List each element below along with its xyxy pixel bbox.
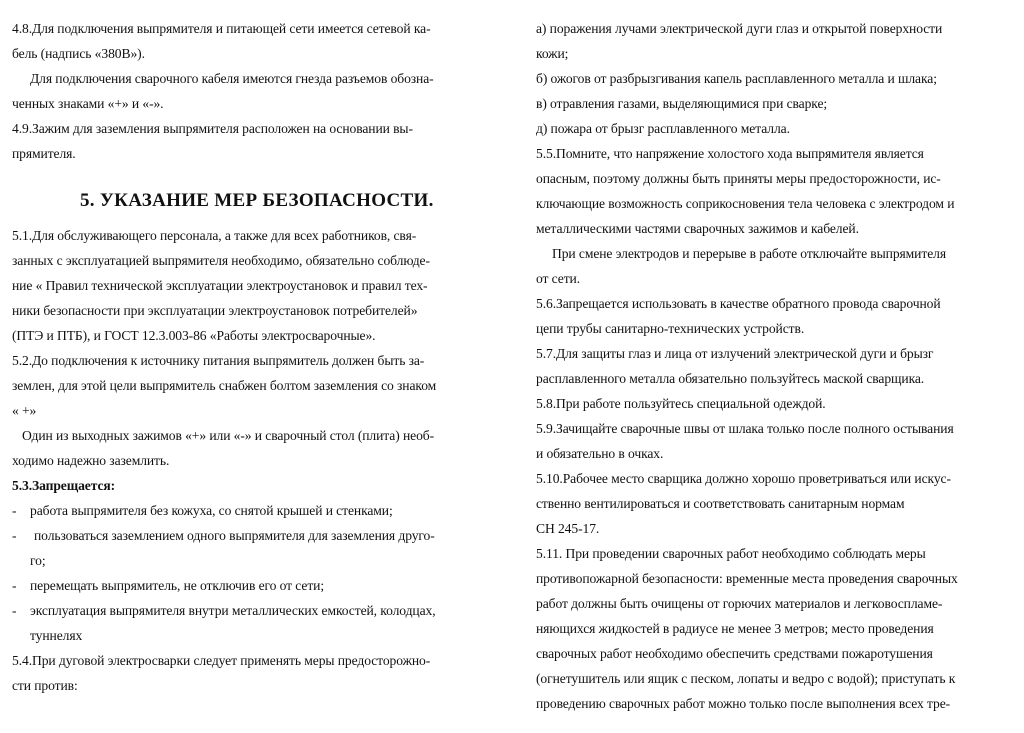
welding-cable-line-1: Для подключения сварочного кабеля имеются гнезда разъемов обозна- <box>30 71 434 86</box>
section-5-11-line-1: 5.11. При проведении сварочных работ необходимо соблюдать меры <box>536 546 926 561</box>
section-5-1-line-5: (ПТЭ и ПТБ), и ГОСТ 12.3.003-86 «Работы электросварочные». <box>12 328 376 343</box>
section-5-7-line-1: 5.7.Для защиты глаз и лица от излучений электрической дуги и брызг <box>536 346 934 361</box>
section-5-heading: 5. УКАЗАНИЕ МЕР БЕЗОПАСНОСТИ. <box>80 190 434 211</box>
list-dash: - <box>12 578 17 593</box>
prohibited-item-4-line-1: эксплуатация выпрямителя внутри металлических емкостей, колодцах, <box>30 603 436 618</box>
prohibited-item-4-line-2: туннелях <box>30 628 83 643</box>
list-dash: - <box>12 503 17 518</box>
output-clamp-line-1: Один из выходных зажимов «+» или «-» и сварочный стол (плита) необ- <box>22 428 435 443</box>
section-5-1-line-3: ние « Правил технической эксплуатации электроустановок и правил тех- <box>12 278 428 293</box>
hazard-b: б) ожогов от разбрызгивания капель расплавленного металла и шлака; <box>536 71 937 86</box>
section-5-2-line-3: « +» <box>12 403 37 418</box>
output-clamp-line-2: ходимо надежно заземлить. <box>12 453 170 468</box>
prohibited-item-3: перемещать выпрямитель, не отключив его от сети; <box>30 578 325 593</box>
section-5-2-line-2: землен, для этой цели выпрямитель снабжен болтом заземления со знаком <box>12 378 437 393</box>
section-4-8-line-1: 4.8.Для подключения выпрямителя и питающей сети имеется сетевой ка- <box>12 21 431 36</box>
prohibited-item-2-line-1: пользоваться заземлением одного выпрямителя для заземления друго- <box>34 528 435 543</box>
section-5-1-line-4: ники безопасности при эксплуатации электроустановок потребителей» <box>12 303 418 318</box>
section-4-8-line-2: бель (надпись «380В»). <box>12 46 145 61</box>
section-5-9-line-1: 5.9.Зачищайте сварочные швы от шлака только после полного остывания <box>536 421 954 436</box>
section-5-2-line-1: 5.2.До подключения к источнику питания выпрямитель должен быть за- <box>12 353 425 368</box>
section-5-11-line-2: противопожарной безопасности: временные места проведения сварочных <box>536 571 958 586</box>
section-5-1-line-2: занных с эксплуатацией выпрямителя необходимо, обязательно соблюде- <box>12 253 430 268</box>
section-5-1-line-1: 5.1.Для обслуживающего персонала, а также для всех работников, свя- <box>12 228 417 243</box>
section-5-3-title: 5.3.Запрещается: <box>12 478 116 493</box>
hazard-a-line-2: кожи; <box>536 46 569 61</box>
section-5-7-line-2: расплавленного металла обязательно пользуйтесь маской сварщика. <box>536 371 925 386</box>
electrode-change-line-2: от сети. <box>536 271 581 286</box>
electrode-change-line-1: При смене электродов и перерыве в работе отключайте выпрямителя <box>552 246 946 261</box>
section-5-4-line-1: 5.4.При дуговой электросварки следует применять меры предосторожно- <box>12 653 431 668</box>
section-5-10-line-3: СН 245-17. <box>536 521 600 536</box>
section-5-5-line-1: 5.5.Помните, что напряжение холостого хода выпрямителя является <box>536 146 924 161</box>
section-5-11-line-7: проведению сварочных работ можно только после выполнения всех тре- <box>536 696 951 711</box>
section-5-10-line-2: ственно вентилироваться и соответствовать санитарным нормам <box>536 496 905 511</box>
section-5-5-line-4: металлическими частями сварочных зажимов и кабелей. <box>536 221 859 236</box>
section-5-5-line-3: ключающие возможность соприкосновения тела человека с электродом и <box>536 196 955 211</box>
section-5-8: 5.8.При работе пользуйтесь специальной одеждой. <box>536 396 826 411</box>
hazard-v: в) отравления газами, выделяющимися при сварке; <box>536 96 828 111</box>
welding-cable-line-2: ченных знаками «+» и «-». <box>12 96 164 111</box>
list-dash: - <box>12 603 17 618</box>
section-5-6-line-1: 5.6.Запрещается использовать в качестве обратного провода сварочной <box>536 296 941 311</box>
section-5-5-line-2: опасным, поэтому должны быть приняты меры предосторожности, ис- <box>536 171 941 186</box>
section-5-11-line-4: няющихся жидкостей в радиусе не менее 3 метров; место проведения <box>536 621 934 636</box>
hazard-a-line-1: а) поражения лучами электрической дуги глаз и открытой поверхности <box>536 21 943 36</box>
list-dash: - <box>12 528 17 543</box>
section-5-9-line-2: и обязательно в очках. <box>536 446 664 461</box>
section-5-11-line-5: сварочных работ необходимо обеспечить средствами пожаротушения <box>536 646 933 661</box>
section-4-9-line-2: прямителя. <box>12 146 76 161</box>
prohibited-item-1: работа выпрямителя без кожуха, со снятой крышей и стенками; <box>30 503 393 518</box>
section-5-4-line-2: сти против: <box>12 678 78 693</box>
prohibited-item-2-line-2: го; <box>30 553 46 568</box>
hazard-d: д) пожара от брызг расплавленного металла. <box>536 121 790 136</box>
section-5-11-line-6: (огнетушитель или ящик с песком, лопаты и ведро с водой); приступать к <box>536 671 956 686</box>
section-5-6-line-2: цепи трубы санитарно-технических устройств. <box>536 321 805 336</box>
section-4-9-line-1: 4.9.Зажим для заземления выпрямителя расположен на основании вы- <box>12 121 413 136</box>
section-5-11-line-3: работ должны быть очищены от горючих материалов и легковоспламе- <box>536 596 943 611</box>
section-5-10-line-1: 5.10.Рабочее место сварщика должно хорошо проветриваться или искус- <box>536 471 951 486</box>
